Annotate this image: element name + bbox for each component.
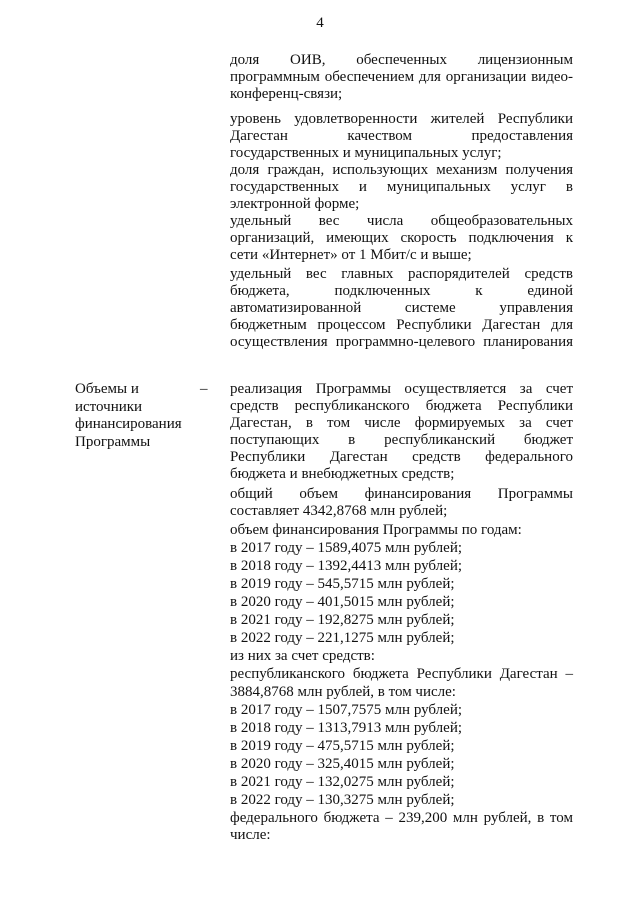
indicators-line: государственных и муниципальных услуг в xyxy=(230,179,573,195)
indicators-line: государственных и муниципальных услуг; xyxy=(230,145,502,161)
funding-line: Дагестан, в том числе формируемых за счет xyxy=(230,415,573,431)
funding-label-line: источники xyxy=(75,398,143,415)
funding-line: средств республиканского бюджета Республики xyxy=(230,398,573,414)
funding-line: в 2022 году – 130,3275 млн рублей; xyxy=(230,792,455,808)
indicators-line: удельный вес главных распорядителей средств xyxy=(230,266,573,282)
indicators-line: Дагестан качеством предоставления xyxy=(230,128,573,144)
funding-line: в 2018 году – 1392,4413 млн рублей; xyxy=(230,558,463,574)
funding-line: в 2017 году – 1589,4075 млн рублей; xyxy=(230,540,463,556)
indicators-line: программным обеспечением для организации видео- xyxy=(230,69,573,85)
funding-label xyxy=(75,381,195,451)
funding-line: поступающих в республиканский бюджет xyxy=(230,432,573,448)
indicators-line: бюджета, подключенных к единой xyxy=(230,283,573,299)
funding-line: в 2018 году – 1313,7913 млн рублей; xyxy=(230,720,463,736)
funding-line: в 2019 году – 545,5715 млн рублей; xyxy=(230,576,455,592)
indicators-line: автоматизированной системе управления xyxy=(230,300,573,316)
indicators-line: бюджетным процессом Республики Дагестан для xyxy=(230,317,573,333)
indicators-line: доля ОИВ, обеспеченных лицензионным xyxy=(230,52,573,68)
funding-line: в 2021 году – 132,0275 млн рублей; xyxy=(230,774,455,790)
indicators-line: доля граждан, использующих механизм получения xyxy=(230,162,573,178)
indicators-line: уровень удовлетворенности жителей Республики xyxy=(230,111,573,127)
funding-line: составляет 4342,8768 млн рублей; xyxy=(230,503,448,519)
funding-line: общий объем финансирования Программы xyxy=(230,486,573,502)
funding-label-line: Программы xyxy=(75,433,151,450)
label-dash: – xyxy=(200,381,208,397)
funding-label-line: Объемы и xyxy=(75,381,139,397)
funding-line: бюджета и внебюджетных средств; xyxy=(230,466,455,482)
funding-line: из них за счет средств: xyxy=(230,648,375,664)
page-number: 4 xyxy=(316,15,324,31)
funding-line: реализация Программы осуществляется за счет xyxy=(230,381,573,397)
indicators-line: организаций, имеющих скорость подключения к xyxy=(230,230,573,246)
funding-line: в 2020 году – 325,4015 млн рублей; xyxy=(230,756,455,772)
indicators-line: осуществления программно-целевого планирования xyxy=(230,334,573,350)
funding-line: федерального бюджета – 239,200 млн рублей, в том xyxy=(230,810,573,826)
funding-line: в 2020 году – 401,5015 млн рублей; xyxy=(230,594,455,610)
funding-line: числе: xyxy=(230,827,271,843)
funding-line: объем финансирования Программы по годам: xyxy=(230,522,522,538)
funding-line: Республики Дагестан средств федерального xyxy=(230,449,573,465)
indicators-line: удельный вес числа общеобразовательных xyxy=(230,213,573,229)
indicators-line: сети «Интернет» от 1 Мбит/с и выше; xyxy=(230,247,472,263)
indicators-line: конференц-связи; xyxy=(230,86,343,102)
funding-label-line: финансирования xyxy=(75,416,182,432)
funding-line: республиканского бюджета Республики Дагестан – xyxy=(230,666,573,682)
funding-line: в 2022 году – 221,1275 млн рублей; xyxy=(230,630,455,646)
funding-line: 3884,8768 млн рублей, в том числе: xyxy=(230,684,456,700)
indicators-line: электронной форме; xyxy=(230,196,360,212)
funding-line: в 2017 году – 1507,7575 млн рублей; xyxy=(230,702,463,718)
funding-line: в 2019 году – 475,5715 млн рублей; xyxy=(230,738,455,754)
funding-line: в 2021 году – 192,8275 млн рублей; xyxy=(230,612,455,628)
